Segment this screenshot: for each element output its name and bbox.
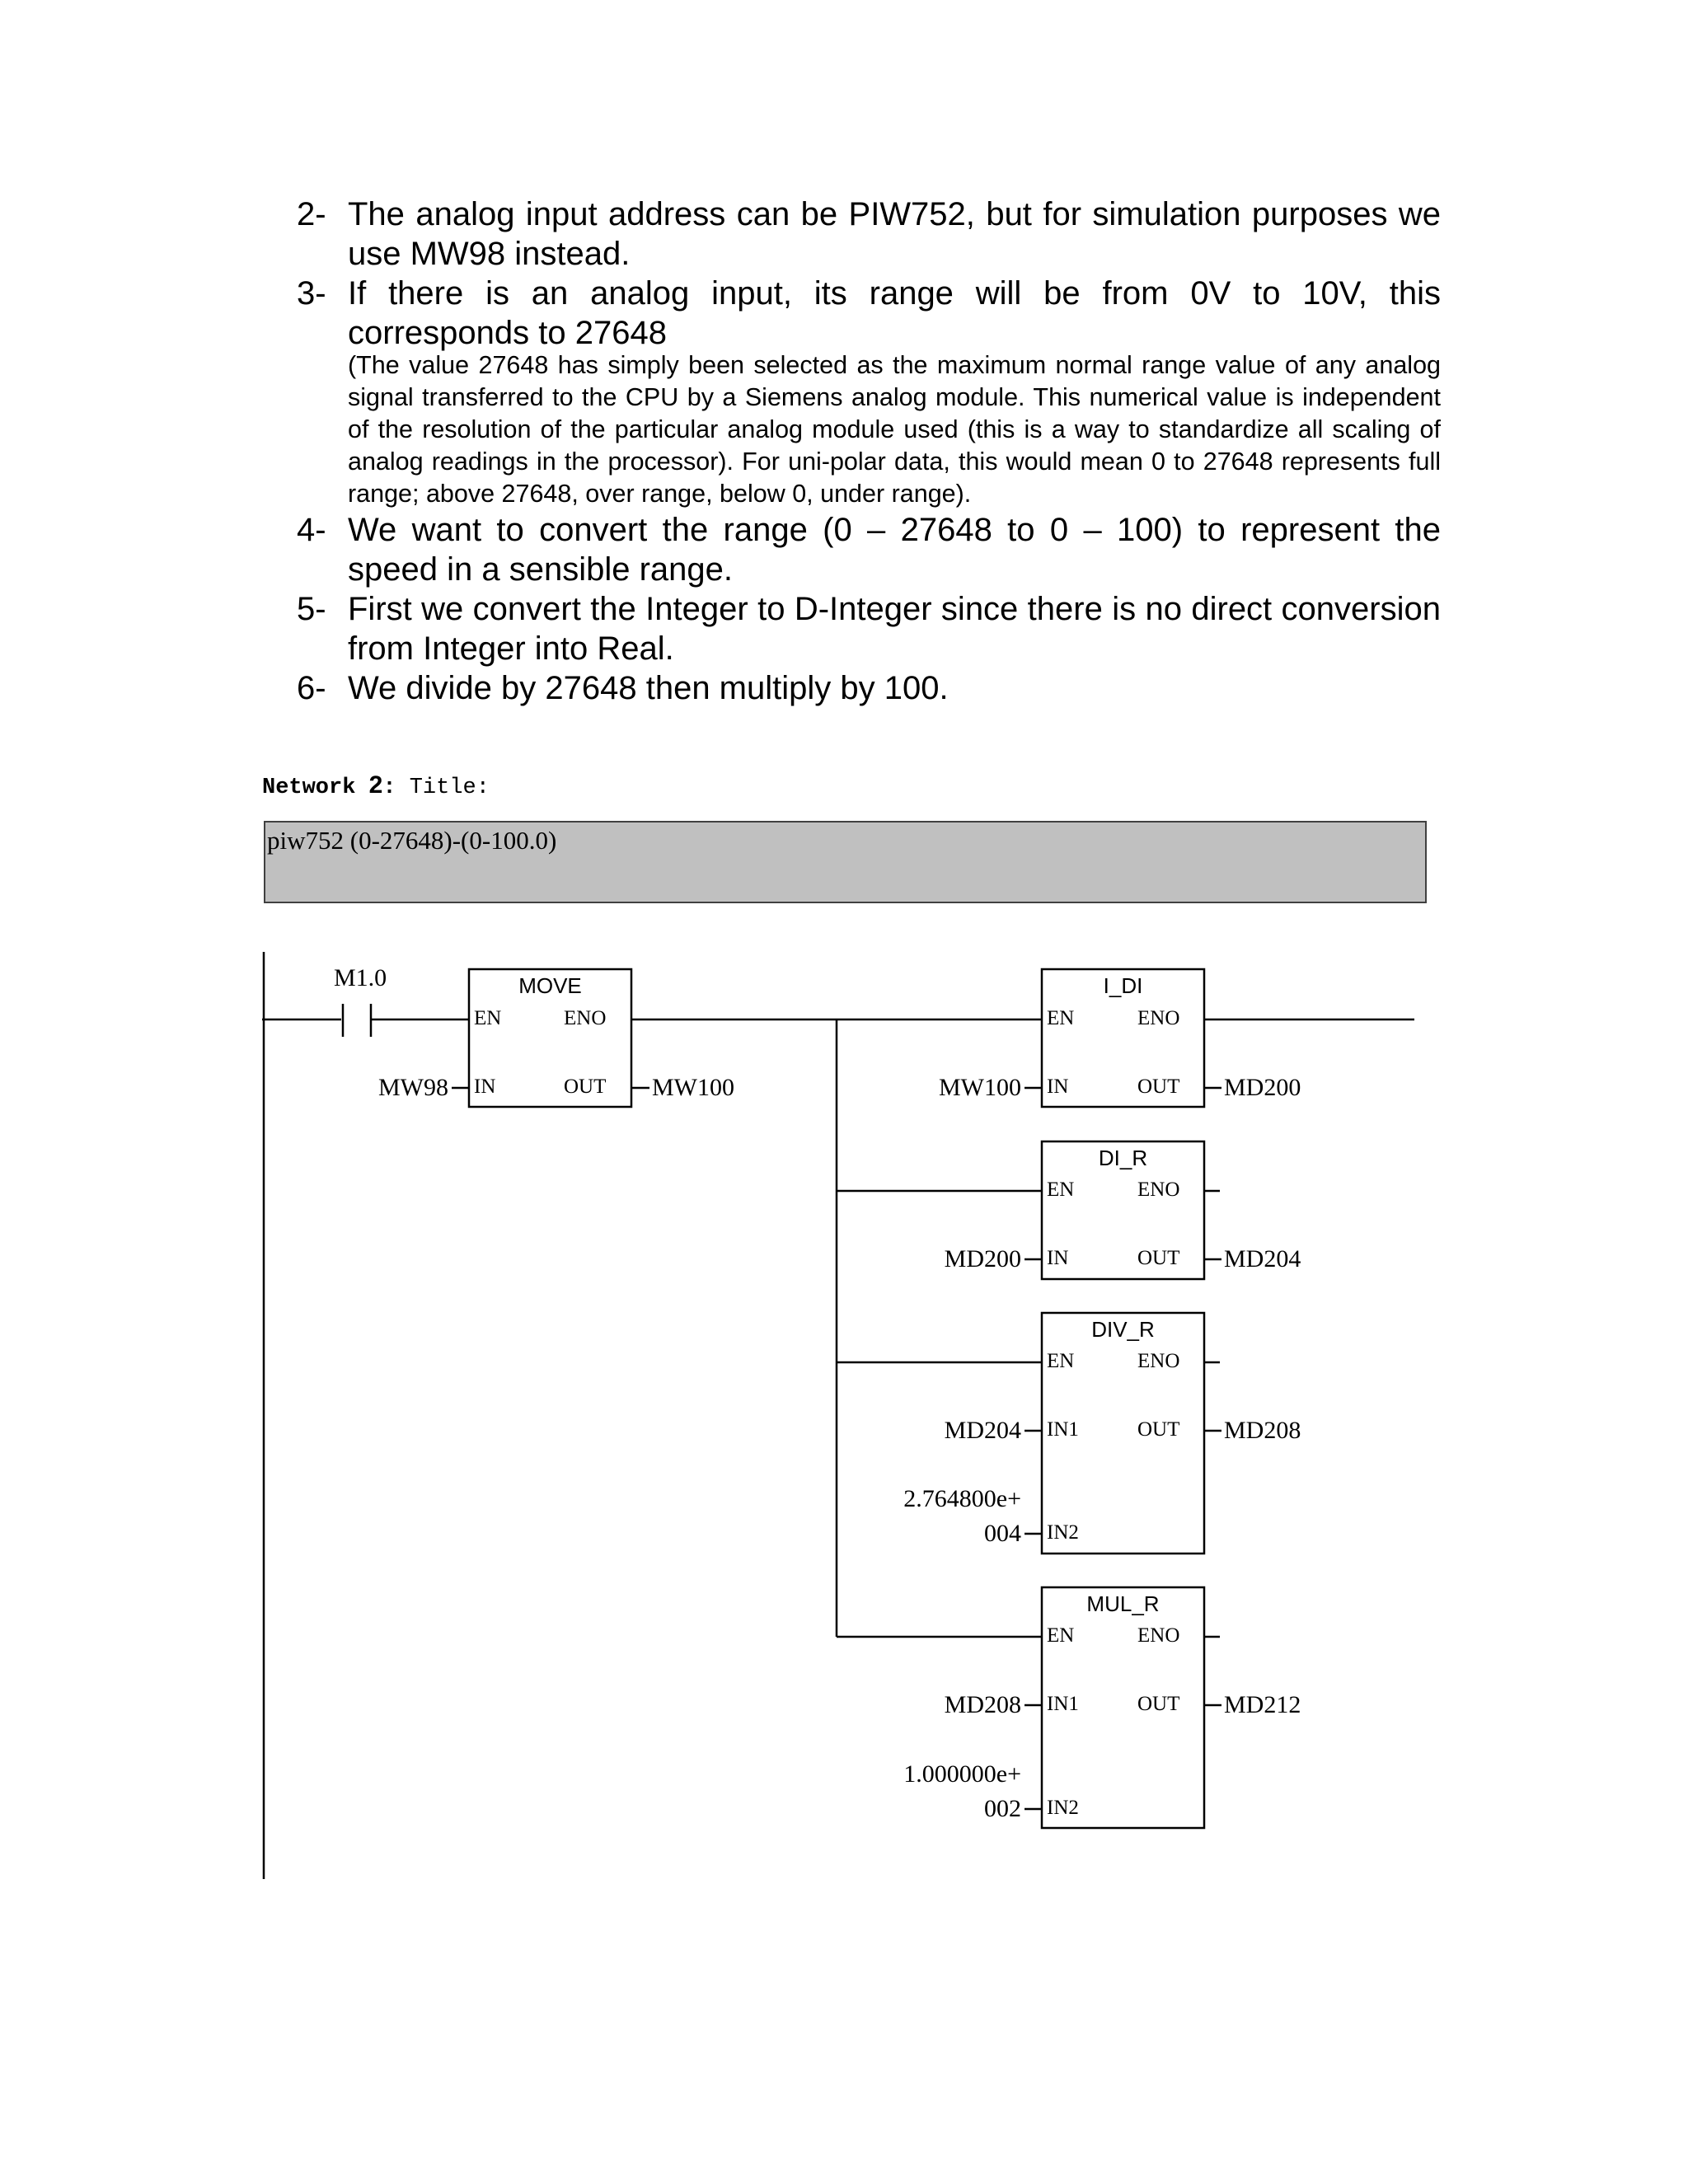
network-title-text: Title: (409, 776, 490, 800)
list-text: We want to convert the range (0 – 27648 to 0 – 100) to represent the speed in a sensible range. (348, 512, 1441, 588)
di-r-en-pin: EN (1047, 1179, 1075, 1201)
mul-r-en-pin: EN (1047, 1624, 1075, 1647)
contact-label: M1.0 (334, 964, 387, 991)
move-out-pin: OUT (564, 1076, 607, 1098)
di-r-in-operand: MD200 (944, 1245, 1021, 1272)
mul-r-block-name: MUL_R (1086, 1591, 1160, 1616)
di-r-block-name: DI_R (1098, 1146, 1148, 1170)
mul-r-out-pin: OUT (1137, 1693, 1180, 1715)
list-number: 2- (297, 196, 326, 232)
di-r-in-pin: IN (1047, 1247, 1069, 1269)
move-in-operand: MW98 (378, 1074, 448, 1101)
div-r-out-operand: MD208 (1224, 1417, 1301, 1444)
move-out-operand: MW100 (652, 1074, 734, 1101)
di-r-out-operand: MD204 (1224, 1245, 1301, 1272)
list-text: The analog input address can be PIW752, but for simulation purposes we use MW98 instead. (348, 196, 1441, 272)
list-number: 6- (297, 670, 326, 706)
div-r-out-pin: OUT (1137, 1418, 1180, 1441)
i-di-out-pin: OUT (1137, 1076, 1180, 1098)
move-in-pin: IN (474, 1076, 496, 1098)
i-di-out-operand: MD200 (1224, 1074, 1301, 1101)
div-r-block-name: DIV_R (1091, 1317, 1155, 1342)
di-r-eno-pin: ENO (1137, 1179, 1180, 1201)
network-colon: : (382, 776, 396, 800)
list-text: We divide by 27648 then multiply by 100. (348, 670, 949, 706)
list-number: 4- (297, 512, 326, 548)
mul-r-eno-pin: ENO (1137, 1624, 1180, 1647)
i-di-en-pin: EN (1047, 1007, 1075, 1029)
i-di-in-operand: MW100 (939, 1074, 1021, 1101)
i-di-eno-pin: ENO (1137, 1007, 1180, 1029)
di-r-out-pin: OUT (1137, 1247, 1180, 1269)
mul-r-in2-operand-line1: 1.000000e+ (903, 1760, 1021, 1788)
mul-r-out-operand: MD212 (1224, 1691, 1301, 1718)
i-di-block-name: I_DI (1103, 973, 1143, 998)
network-label: Network (262, 776, 356, 800)
move-eno-pin: ENO (564, 1007, 607, 1029)
list-number: 3- (297, 275, 326, 312)
div-r-en-pin: EN (1047, 1350, 1075, 1372)
move-block-name: MOVE (518, 973, 582, 998)
network-number: 2 (368, 771, 383, 799)
i-di-in-pin: IN (1047, 1076, 1069, 1098)
div-r-in2-pin: IN2 (1047, 1521, 1079, 1544)
move-en-pin: EN (474, 1007, 502, 1029)
mul-r-in2-operand-line2: 002 (984, 1795, 1021, 1822)
list-text: First we convert the Integer to D-Integer since there is no direct conversion from Integer into Real. (348, 591, 1441, 667)
div-r-in1-operand: MD204 (944, 1417, 1021, 1444)
list-text: If there is an analog input, its range will be from 0V to 10V, this corresponds to 27648 (348, 275, 1441, 351)
list-number: 5- (297, 591, 326, 627)
mul-r-in1-pin: IN1 (1047, 1693, 1079, 1715)
mul-r-in2-pin: IN2 (1047, 1797, 1079, 1819)
network-comment-text: piw752 (0-27648)-(0-100.0) (267, 826, 557, 855)
div-r-in1-pin: IN1 (1047, 1418, 1079, 1441)
div-r-eno-pin: ENO (1137, 1350, 1180, 1372)
div-r-in2-operand-line1: 2.764800e+ (903, 1485, 1021, 1512)
div-r-in2-operand-line2: 004 (984, 1520, 1021, 1547)
list-note: (The value 27648 has simply been selected as the maximum normal range value of any analog signal transferred to the CPU by a Siemens analog module. This numerical value is independent of the resolution of the particular analog module used (this is a way to standardize all scaling of analog readings in the processor). For uni-polar data, this would mean 0 to 27648 represents full range; above 27648, over range, below 0, under range). (348, 351, 1441, 508)
mul-r-in1-operand: MD208 (944, 1691, 1021, 1718)
